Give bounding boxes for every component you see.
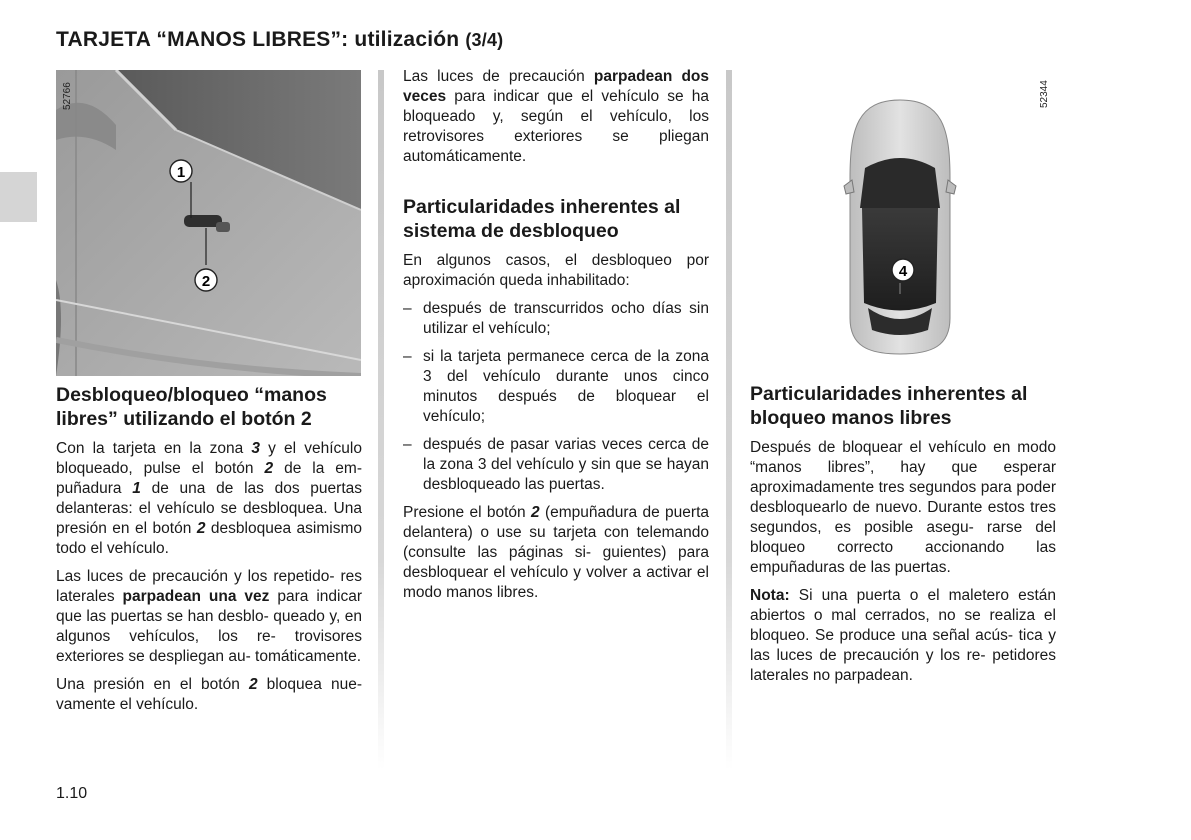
title-main: TARJETA “MANOS LIBRES”: utilización	[56, 28, 460, 51]
middle-paragraph-1: Las luces de precaución parpadean dos veces para indicar que el vehículo se ha bloqueado y, según el vehículo, los retrovisores exteriores se pliegan automáticamente.	[403, 68, 710, 165]
middle-bullet-list	[403, 299, 709, 495]
middle-paragraph-2: En algunos casos, el desbloqueo por aproximación queda inhabilitado:	[403, 252, 709, 289]
left-paragraph-2: Las luces de precaución y los repetido- res laterales parpadean una vez para indicar que las puertas se han desblo- queado y, en algunos vehículos, los re- trovisores exteriores se despliegan au- tomáticamente.	[56, 568, 363, 665]
figure-code-left: 52766	[62, 82, 73, 110]
right-paragraph-1: Después de bloquear el vehículo en modo “manos libres”, hay que esperar aproximadamente tres segundos para poder desbloquearlo de nuevo. Durante estos tres segundos, es posible asegu- rarse del bloqueo correcto accionando las empuñaduras de las puertas.	[750, 439, 1056, 576]
car-top-illustration	[750, 68, 1055, 366]
title-part: (3/4)	[465, 30, 504, 50]
callout-2: 2	[201, 273, 211, 290]
right-column	[750, 382, 1056, 694]
callout-4: 4	[898, 263, 908, 280]
page-title	[56, 28, 503, 52]
figure-code-right: 52344	[1039, 80, 1050, 108]
car-top-figure	[750, 68, 1055, 366]
list-item: – después de pasar varias veces cerca de la zona 3 del vehículo y sin que se hayan desbloqueado las puertas.	[403, 436, 709, 493]
middle-heading: Particularidades inherentes al sistema de desbloqueo	[403, 196, 681, 242]
page-number: 1.10	[56, 785, 88, 802]
column-divider-2	[726, 70, 732, 770]
left-heading: Desbloqueo/bloqueo “manos libres” utilizando el botón 2	[56, 384, 327, 430]
door-handle-illustration	[56, 70, 361, 376]
list-item: – si la tarjeta permanece cerca de la zona 3 del vehículo durante unos cinco minutos después de bloquear el vehículo;	[403, 348, 709, 425]
middle-column	[403, 67, 709, 611]
callout-1: 1	[176, 164, 186, 181]
right-heading: Particularidades inherentes al bloqueo manos libres	[750, 383, 1028, 429]
column-divider-1	[378, 70, 384, 770]
middle-paragraph-3: Presione el botón 2 (empuñadura de puerta delantera) o use su tarjeta con telemando (consulte las páginas si- guientes) para desbloquear el vehículo y volver a activar el modo manos libres.	[403, 504, 710, 601]
list-item: – después de transcurridos ocho días sin utilizar el vehículo;	[403, 300, 709, 337]
door-handle-figure	[56, 70, 361, 376]
left-paragraph-1: Con la tarjeta en la zona 3 y el vehículo bloqueado, pulse el botón 2 de la em- puñadura 1 de una de las dos puertas delanteras: el vehículo se desbloquea. Una presión en el botón 2 desbloquea asimismo todo el vehículo.	[56, 440, 363, 557]
left-paragraph-3: Una presión en el botón 2 bloquea nue- vamente el vehículo.	[56, 676, 362, 713]
left-column	[56, 383, 362, 723]
right-note: Nota: Si una puerta o el maletero están abiertos o mal cerrados, no se realiza el bloqueo. Se produce una señal acús- tica y las luces de precaución y los re- petidores laterales no parpadean.	[750, 587, 1056, 684]
section-tab	[0, 172, 37, 222]
